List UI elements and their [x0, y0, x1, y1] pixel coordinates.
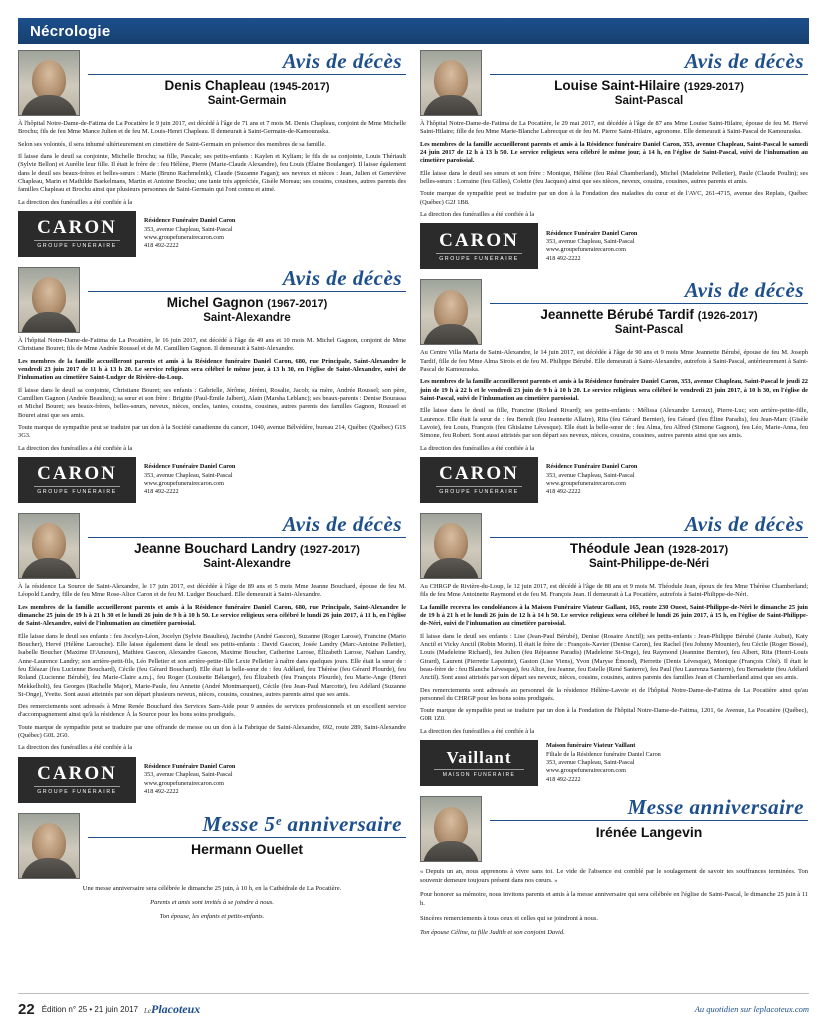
deceased-name — [490, 307, 808, 323]
funeral-home-block — [18, 457, 406, 503]
notice-header — [18, 813, 406, 879]
divider — [88, 291, 406, 292]
paragraph: Il laisse dans le deuil sa conjointe, Michelle Brochu; sa fille, Pascale; ses petits-enfants : Kaylen et Kyliam; le fils de sa conjointe, Louis Thériault (Sylvie Bellon) et Aurélie leur fille. Il était le frère de : feu Hélène, Pierre (Marie-Claude Alexandre), feu Louis (Élaine Boulanger). Il laisse également dans le deuil ses beaux-frères et belles-sœurs : Marie (Bruno Rachmelnik), Claude (Suzanne Fagan); ses neveux et nièces : Jean, Julien et Geneviève Chapleau, Marin et Mathilde Baekelmans, Martin et Antoine Brochu; une tante très appréciée, Gisèle Moreau; ses cousins, cousines, autres parents des familles Chapleau et Brochu ainsi que plusieurs personnes de Saint-Germain qui l'ont connu et aimé. — [18, 152, 406, 194]
paragraph: À l'hôpital Notre-Dame-de-Fatima de La Pocatière le 9 juin 2017, est décédé à l'âge de 71 ans et 7 mois M. Denis Chapleau, conjoint de Mme Michelle Brochu; fils de feu Mme Mance Julien et de feu M. Louis-Henri Chapleau. Il demeurait à Saint-Germain-de-Kamouraska. — [18, 120, 406, 136]
notice-header — [420, 279, 808, 345]
caron-logo-name: CARON — [37, 463, 117, 485]
caron-logo — [420, 223, 538, 269]
funeral-home-web[interactable]: www.groupefunerairecaron.com — [144, 233, 224, 241]
deceased-years: (1945-2017) — [269, 81, 330, 94]
portrait-photo — [420, 50, 482, 116]
memorial-body — [18, 884, 406, 921]
right-column — [420, 50, 808, 947]
notice-heading — [490, 279, 808, 336]
funeral-home-block — [420, 223, 808, 269]
paragraph: Elle laisse dans le deuil ses enfants : feu Jocelyn-Léon, Jocelyn (Sylvie Beaulieu), Jacinthe (André Gascon), Suzanne (Roger Larose), Francine (Mario Boucher), Hervé (Hélène Larouche). Elle laisse également dans le deuil ses petits-enfants : David Gascon, Josée Landry (Marc-Antoine Pelletier), Isabelle Boucher (Maxime D'Amours), Mathieu Gascon, Alexandre Gascon, Maxime Boucher, Catherine Larose, Élizabeth Larose, Nathan Landry, Anne-Laurence Landry; son arrière-petit-fils, Léo Pelletier et son arrière-petite-fille Lexie Pelletier à naître dans quelques jours. Elle était la sœur de : feu Éléazar (feu Lucienne Bouchard), Cécile (feu Gérard Bouchard). Elle était la belle-sœur de : feu Adélard, feu Thérèse (feu Gérard Plourde), feu Roland (Lucienne Bérubé), feu Marie-Claire a.m.j., feu Roger (Louisette Bélanger), feu Élizabeth (feu François Plourde), feu Marie-Ange (Henri Mekkelholt), feu Georges (Rachelle Major), Marie-Paule, feu Annette (André Montmarquet), Cécile (feu Jean-Paul Marcotte), feu Adélard (Suzanne St-Onge), Yvette. Sont aussi atteintés par son départ plusieurs neveux, nièces, cousins, cousines, autres parents ainsi que ses amis. — [18, 632, 406, 698]
deceased-name — [88, 78, 406, 94]
publication-brand — [144, 1002, 200, 1017]
caron-logo-sub: GROUPE FUNÉRAIRE — [34, 786, 120, 795]
obituary-louise-saint-hilaire — [420, 50, 808, 269]
funeral-home-web[interactable]: www.groupefunerairecaron.com — [546, 246, 626, 254]
portrait-photo — [18, 267, 80, 333]
deceased-city: Saint-Pascal — [614, 323, 684, 336]
notice-body — [420, 349, 808, 453]
funeral-home-block — [420, 457, 808, 503]
portrait-photo — [420, 796, 482, 862]
paragraph-bold: Les membres de la famille accueilleront parents et amis à la Résidence funéraire Daniel Caron, 680, rue Principale, Saint-Alexandre le dimanche 25 juin de 19 h à 21 h 30 et le lundi 26 juin de 9 h à 10 h 50. Le service religieux sera célébré le lundi 26 juin 2017, à 11 h, en l'église de Saint-Alexandre, suivi de l'inhumation au cimetière paroissial. — [18, 603, 406, 628]
avis-de-deces-label: Avis de décès — [684, 278, 804, 303]
deceased-name — [88, 541, 406, 557]
funeral-home-phone: 418 492-2222 — [546, 775, 581, 783]
caron-logo-sub: GROUPE FUNÉRAIRE — [34, 240, 120, 249]
notice-body — [420, 583, 808, 736]
paragraph-bold: Les membres de la famille accueilleront parents et amis à la Résidence funéraire Daniel Caron, 353, avenue Chapleau, Saint-Pascal le jeudi 22 juin de 19 h à 22 h et le vendredi 23 juin de 9 h à 10 h 20. Le service religieux sera célébré le vendredi 23 juin 2017, à 10 h 30, en l'église de Saint-Pascal, suivi de l'inhumation au cimetière paroissial. — [420, 378, 808, 402]
caron-logo — [420, 457, 538, 503]
avis-de-deces-label: Avis de décès — [282, 511, 402, 536]
notice-body — [18, 583, 406, 753]
notice-header — [18, 50, 406, 116]
notice-header — [420, 50, 808, 116]
portrait-photo — [420, 279, 482, 345]
avis-de-deces-label: Avis de décès — [684, 49, 804, 73]
notice-heading — [490, 796, 808, 840]
memorial-irenee-langevin — [420, 796, 808, 937]
notice-body — [420, 120, 808, 219]
paragraph: La direction des funérailles a été confiée à la — [420, 210, 535, 218]
deceased-name-text: Louise Saint-Hilaire — [554, 78, 681, 94]
notice-heading — [490, 513, 808, 570]
funeral-home-phone: 418 492-2222 — [546, 488, 581, 496]
paragraph: Des remerciements sont adressés au personnel de la résidence Hélène-Lavoie et de l'hôpital Notre-Dame-de-Fatima de La Pocatière ainsi qu'au personnel du CHRGP pour les bons soins prodigués. — [420, 686, 808, 702]
deceased-name-text: Jeannette Bérubé Tardif — [540, 307, 694, 323]
paragraph: Toute marque de sympathie peut se traduire par un don à la Société canadienne du cancer, 1040, avenue Bélvédère, bureau 214, Québec (Québec) G1S 3G3. — [18, 423, 406, 440]
funeral-home-address: 353, avenue Chapleau, Saint-Pascal — [546, 237, 635, 245]
page-columns — [18, 50, 809, 947]
notice-header — [18, 267, 406, 333]
paragraph: Au CHRGP de Rivière-du-Loup, le 12 juin 2017, est décédé à l'âge de 88 ans et 9 mois M. Théodule Jean, époux de feu Mme Thérèse Chamberland; fils de feu Mme Antoinette Raymond et de feu M. François Jean. Il demeurait à La Pocatière, autrefois à Saint-Philippe-de-Néri. — [420, 582, 808, 599]
deceased-years: (1928-2017) — [668, 543, 729, 556]
paragraph: La direction des funérailles a été confiée à la — [18, 444, 133, 452]
divider — [88, 537, 406, 538]
divider — [490, 303, 808, 304]
funeral-home-address: 353, avenue Chapleau, Saint-Pascal — [144, 471, 233, 479]
funeral-home-info — [546, 230, 637, 263]
divider — [88, 74, 406, 75]
deceased-city: Saint-Alexandre — [203, 557, 291, 570]
funeral-home-phone: 418 492-2222 — [144, 488, 179, 496]
avis-de-deces-label: Avis de décès — [282, 49, 402, 73]
notice-heading — [88, 813, 406, 857]
deceased-name-text: Denis Chapleau — [164, 78, 266, 94]
avis-de-deces-label: Avis de décès — [684, 511, 804, 536]
funeral-home-info — [546, 463, 637, 496]
funeral-home-web[interactable]: www.groupefunerairecaron.com — [144, 779, 224, 787]
caron-logo-sub: GROUPE FUNÉRAIRE — [436, 253, 522, 262]
divider — [490, 537, 808, 538]
caron-logo-name: CARON — [37, 763, 117, 785]
brand-name: Placoteux — [150, 1001, 201, 1016]
paragraph: La direction des funérailles a été confiée à la — [420, 727, 535, 735]
notice-header — [18, 513, 406, 579]
vaillant-logo-sub: MAISON FUNÉRAIRE — [434, 769, 524, 778]
paragraph-bold: Pour honorer sa mémoire, nous invitons parents et amis à la messe anniversaire qui sera célébrée en l'église de Saint-Pascal, le dimanche 25 juin à 11 h. — [420, 891, 808, 908]
funeral-home-info — [546, 742, 661, 784]
funeral-home-title: Résidence Funéraire Daniel Caron — [144, 463, 236, 471]
funeral-home-title: Résidence Funéraire Daniel Caron — [144, 217, 236, 225]
page-footer — [0, 994, 827, 1024]
deceased-years: (1929-2017) — [683, 81, 744, 94]
caron-logo — [18, 457, 136, 503]
notice-heading — [490, 50, 808, 107]
notice-body — [18, 120, 406, 207]
paragraph: Elle laisse dans le deuil sa fille, Francine (Roland Rivard); ses petits-enfants : Mélissa (Alexandre Leroux), Pierre-Luc; son arrière-petite-fille, Laurence. Elle était la sœur de : feu Benoît (feu Jeannette Allaire), Rita (feu Gérard Bernier), feu Gérard (feu Éline Paradis), feu Jean-Marc (Gisèle Lavoie), feu Louis, François (feu Ghislaine Lévesque). Elle était la belle-sœur de : feu Alma, feu Alfred (Simone Gagnon), feu Léo, Marie-Anna, feu Simone, feu Robert. Sont aussi attristés par son départ ses neveux, nièces, cousins, cousines, autres parents ainsi que ses amis. — [420, 407, 808, 440]
caron-logo-sub: GROUPE FUNÉRAIRE — [436, 486, 522, 495]
funeral-home-block — [18, 757, 406, 803]
paragraph: À l'hôpital Notre-Dame-de-Fatima de La Pocatière, le 16 juin 2017, est décédé à l'âge de 49 ans et 10 mois M. Michel Gagnon, conjoint de Mme Christiane Bouret; fils de Mme Andrée Roussel et de M. Camillien Gagnon. Il demeurait à Saint-Alexandre. — [18, 336, 406, 353]
edition-info: Édition n° 25 • 21 juin 2017 — [41, 1004, 138, 1014]
notice-heading — [88, 267, 406, 324]
portrait-photo — [18, 813, 80, 879]
paragraph: À l'hôpital Notre-Dame-de-Fatima de La Pocatière, le 29 mai 2017, est décédée à l'âge de 87 ans Mme Louise Saint-Hilaire, épouse de feu M. Hervé Saint-Hilaire; fille de feu Mme Marie-Blanche Labrecque et de feu M. Pierre Saint-Hilaire, agronome. Elle demeurait à Saint-Pascal de Kamouraska. — [420, 120, 808, 136]
deceased-name-text: Michel Gagnon — [166, 295, 264, 310]
deceased-name-text: Jeanne Bouchard Landry — [134, 540, 297, 556]
funeral-home-web[interactable]: www.groupefunerairecaron.com — [144, 479, 224, 487]
divider — [490, 820, 808, 821]
paragraph: Toute marque de sympathie peut se traduire par une offrande de messe ou un don à la Fabrique de Saint-Alexandre, 692, route 289, Saint-Alexandre (Québec) G0L 2G0. — [18, 723, 406, 740]
funeral-home-info — [144, 763, 235, 796]
funeral-home-title: Maison funéraire Viateur Vaillant — [546, 742, 636, 750]
caron-logo — [18, 211, 136, 257]
caron-logo-name: CARON — [37, 217, 117, 239]
funeral-home-phone: 418 492-2222 — [144, 242, 179, 250]
funeral-home-phone: 418 492-2222 — [546, 254, 581, 262]
notice-heading — [88, 513, 406, 570]
funeral-home-address: 353, avenue Chapleau, Saint-Pascal — [546, 471, 635, 479]
messe-anniversaire-label: Messe anniversaire — [627, 795, 804, 820]
deceased-name-text: Théodule Jean — [569, 540, 665, 556]
funeral-home-web[interactable]: www.groupefunerairecaron.com — [546, 479, 626, 487]
page-number: 22 — [18, 1000, 35, 1018]
paragraph: Au Centre Villa Maria de Saint-Alexandre, le 14 juin 2017, est décédée à l'âge de 90 ans et 9 mois Mme Jeannette Bérubé, épouse de feu M. Joseph Tardif, fille de feu Mme Alma Sirois et de feu M. Philippe Bérubé. Elle demeurait à Saint-Alexandre, autrefois à Saint-Pascal, antérieurement à Saint-Pascal de Kamouraska. — [420, 349, 808, 373]
messe-anniversaire-label: Messe 5ᵉ anniversaire — [202, 811, 402, 836]
obituary-jeannette-berube-tardif — [420, 279, 808, 503]
caron-logo-name: CARON — [439, 229, 519, 251]
funeral-home-subtitle: Filiale de la Résidence funéraire Daniel Caron — [546, 750, 661, 758]
deceased-city: Saint-Pascal — [614, 94, 684, 107]
paragraph: La direction des funérailles a été confiée à la — [18, 744, 133, 752]
paragraph-bold: La famille recevra les condoléances à la Maison Funéraire Viateur Gallant, 165, route 230 Ouest, Saint-Philippe-de-Néri le dimanche 25 juin de 19 h à 21 h et le lundi 26 juin de 12 h à 14 h 50. Le service religieux sera célébré le lundi 26 juin 2017, à 15 h, en l'église de Saint-Philippe-de-Néri, suivi de l'inhumation au cimetière paroissial. — [420, 603, 808, 628]
vaillant-logo-name: Vaillant — [446, 747, 512, 767]
deceased-city: Saint-Germain — [207, 94, 287, 107]
memorial-body — [420, 867, 808, 937]
memorial-name: Hermann Ouellet — [190, 840, 304, 857]
paragraph: « Depuis un an, nous apprenons à vivre sans toi. Le vide de l'absence est comblé par le soulagement de savoir tes souffrances terminées. Ton souvenir demeure toujours présent dans nos cœurs. » — [420, 868, 808, 885]
notice-header — [420, 513, 808, 579]
caron-logo-name: CARON — [439, 463, 519, 485]
funeral-home-address: 353, avenue Chapleau, Saint-Pascal — [144, 771, 233, 779]
obituary-denis-chapleau — [18, 50, 406, 257]
notice-header — [420, 796, 808, 862]
deceased-years: (1926-2017) — [697, 310, 758, 323]
paragraph-bold: Les membres de la famille accueilleront parents et amis à la Résidence funéraire Daniel Caron, 353, avenue Chapleau, Saint-Pascal le samedi 24 juin 2017 de 12 h à 13 h 50. Le service religieux sera célébré le même jour, à 14 h, en l'église de Saint-Pascal, suivi de l'inhumation au cimetière paroissial. — [420, 140, 808, 165]
paragraph: Ton épouse Céline, ta fille Judith et son conjoint David. — [420, 928, 565, 936]
portrait-photo — [18, 50, 80, 116]
funeral-home-address: 353, avenue Chapleau, Saint-Pascal — [546, 758, 635, 766]
memorial-name: Irénée Langevin — [595, 824, 703, 841]
deceased-city: Saint-Philippe-de-Néri — [588, 557, 710, 570]
obituary-michel-gagnon — [18, 267, 406, 503]
footer-tagline: Au quotidien sur leplacoteux.com — [694, 1004, 809, 1014]
obituary-jeanne-bouchard-landry — [18, 513, 406, 803]
funeral-home-title: Résidence Funéraire Daniel Caron — [546, 463, 638, 471]
paragraph: La direction des funérailles a été confiée à la — [18, 198, 133, 206]
deceased-name — [490, 78, 808, 94]
obituary-theodule-jean — [420, 513, 808, 786]
paragraph: La direction des funérailles a été confiée à la — [420, 444, 535, 452]
paragraph: Des remerciements sont adressés à Mme Renée Bouchard des Services Sam-Aide pour 9 années de services professionnels et un excellent service d'accompagnement ainsi qu'à la résidence À la Source pour les bons soins prodigués. — [18, 703, 406, 719]
paragraph: Il laisse dans le deuil ses enfants : Lise (Jean-Paul Bérubé), Denise (Rosaire Anctil); ses petits-enfants : Jean-Philippe Bérubé (Janie Aubut), Katy Anctil et Vicky Anctil (Robin Morin). Il était le frère de : François-Xavier (Denise Caron), feu Rachel (feu Johnny Mounier), feu Cécile (Roger Bossé), Louis (Madeleine Richard), feu Julien (feu Réjeanne Paradis) (Madeleine St-Onge), feu Raymond (Jeannine Bernier), feu Albert, Rita (Henri-Louis Girard), Laurent (Pierrette Lapointe), Gaston (Lise Viens), Yvon (Maryse Émond), Pierrette (Denis Lévesque), Monique (François Côté). Il était le beau-frère de : feu Blanche Lévesque), feu Alice, feu Jeanne, feu Estelle (René Santerre), feu Paul (feu Laurenza Santerre), feu Bernadette (feu Adélard Anctil). Sont aussi attristés par son départ ses neveux, nièces, cousins, cousines, autres parents des familles Jean et Chamberland ainsi que ses amis. — [420, 632, 808, 682]
deceased-years: (1927-2017) — [299, 543, 360, 556]
notice-body — [18, 337, 406, 453]
notice-heading — [88, 50, 406, 107]
paragraph: Selon ses volontés, il sera inhumé ultérieurement en cimetière de Saint-Germain en présence des membres de sa famille. — [18, 140, 326, 148]
divider — [88, 837, 406, 838]
deceased-name — [88, 295, 406, 311]
left-column — [18, 50, 406, 947]
paragraph-bold: Les membres de la famille accueilleront parents et amis à la Résidence funéraire Daniel Caron, 680, rue Principale, Saint-Alexandre le vendredi 23 juin 2017 de 11 h à 13 h 20. Le service religieux sera célébré le même jour, à 13 h 30, en l'église de Saint-Alexandre, suivi de l'inhumation au cimetière Saint-Ludger de Rivière-du-Loup. — [18, 357, 406, 382]
funeral-home-block — [18, 211, 406, 257]
paragraph: Il laisse dans le deuil sa conjointe, Christiane Bouret; ses enfants : Gabrielle, Jérôme, Jérémi, Rosalie, Jacob; sa mère, Andrée Roussel; son père, Camillien Gagnon (Andrée Beaulieu); sa sœur et son frère : Brigitte (Paul-Émile Jalbert), Alain (Marsha Leblanc); ses beaux-parents : Denise Bourassa et Michel Bouret; ses beaux-frères, belles-sœurs, neveux, nièces, oncles, tantes, cousins, cousines, autres parents des familles Gagnon, Roussel et Bouret ainsi que ses amis. — [18, 386, 406, 419]
paragraph: Une messe anniversaire sera célébrée le dimanche 25 juin, à 10 h, en la Cathédrale de La Pocatière. — [82, 884, 342, 892]
caron-logo — [18, 757, 136, 803]
funeral-home-address: 353, avenue Chapleau, Saint-Pascal — [144, 225, 233, 233]
funeral-home-title: Résidence Funéraire Daniel Caron — [546, 229, 638, 237]
funeral-home-web[interactable]: www.groupefunerairecaron.com — [546, 767, 626, 775]
deceased-name — [490, 541, 808, 557]
section-header — [18, 18, 809, 44]
funeral-home-title: Résidence Funéraire Daniel Caron — [144, 763, 236, 771]
vaillant-logo — [420, 740, 538, 786]
funeral-home-info — [144, 463, 235, 496]
paragraph: Toute marque de sympathie peut se traduire par un don à la Fondation des maladies du cœur et de l'AVC, 261-4715, avenue des Replats, Québec (Québec) G2J 1B8. — [420, 190, 808, 206]
avis-de-deces-label: Avis de décès — [282, 265, 402, 290]
caron-logo-sub: GROUPE FUNÉRAIRE — [34, 486, 120, 495]
paragraph: À la résidence La Source de Saint-Alexandre, le 17 juin 2017, est décédée à l'âge de 89 ans et 5 mois Mme Jeanne Bouchard, épouse de feu M. Léopold Landry, fille de feu Mme Rose-Alice Caron et de feu M. Ludger Bouchard. Elle demeurait à Saint-Alexandre. — [18, 582, 406, 599]
section-title: Nécrologie — [30, 22, 111, 40]
paragraph: Ton épouse, les enfants et petits-enfants. — [159, 912, 265, 920]
paragraph: Sincères remerciements à tous ceux et celles qui se joindront à nous. — [420, 914, 598, 922]
portrait-photo — [18, 513, 80, 579]
memorial-hermann-ouellet — [18, 813, 406, 921]
brand-prefix: Le — [143, 1006, 151, 1015]
funeral-home-info — [144, 217, 235, 250]
paragraph: Elle laisse dans le deuil ses sœurs et son frère : Monique, Hélène (feu Réal Chamberland), Michel (Madeleine Pelletier), Paule (Claude Poulin); ses belles-sœurs : Lorraine (feu Gilles), Colette (feu Jacques) ainsi que ses nièces, neveux, cousins, cousines, autres parents et amis. — [420, 169, 808, 185]
paragraph: Parents et amis sont invités à se joindre à nous. — [150, 898, 274, 906]
deceased-city: Saint-Alexandre — [203, 311, 291, 324]
portrait-photo — [420, 513, 482, 579]
divider — [490, 74, 808, 75]
paragraph: Toute marque de sympathie peut se traduire par un don à la Fondation de l'hôpital Notre-Dame-de-Fatima, 1201, 6e Avenue, La Pocatière (Québec), G0R 1Z0. — [420, 707, 808, 723]
deceased-years: (1967-2017) — [267, 298, 328, 310]
funeral-home-phone: 418 492-2222 — [144, 788, 179, 796]
funeral-home-block — [420, 740, 808, 786]
